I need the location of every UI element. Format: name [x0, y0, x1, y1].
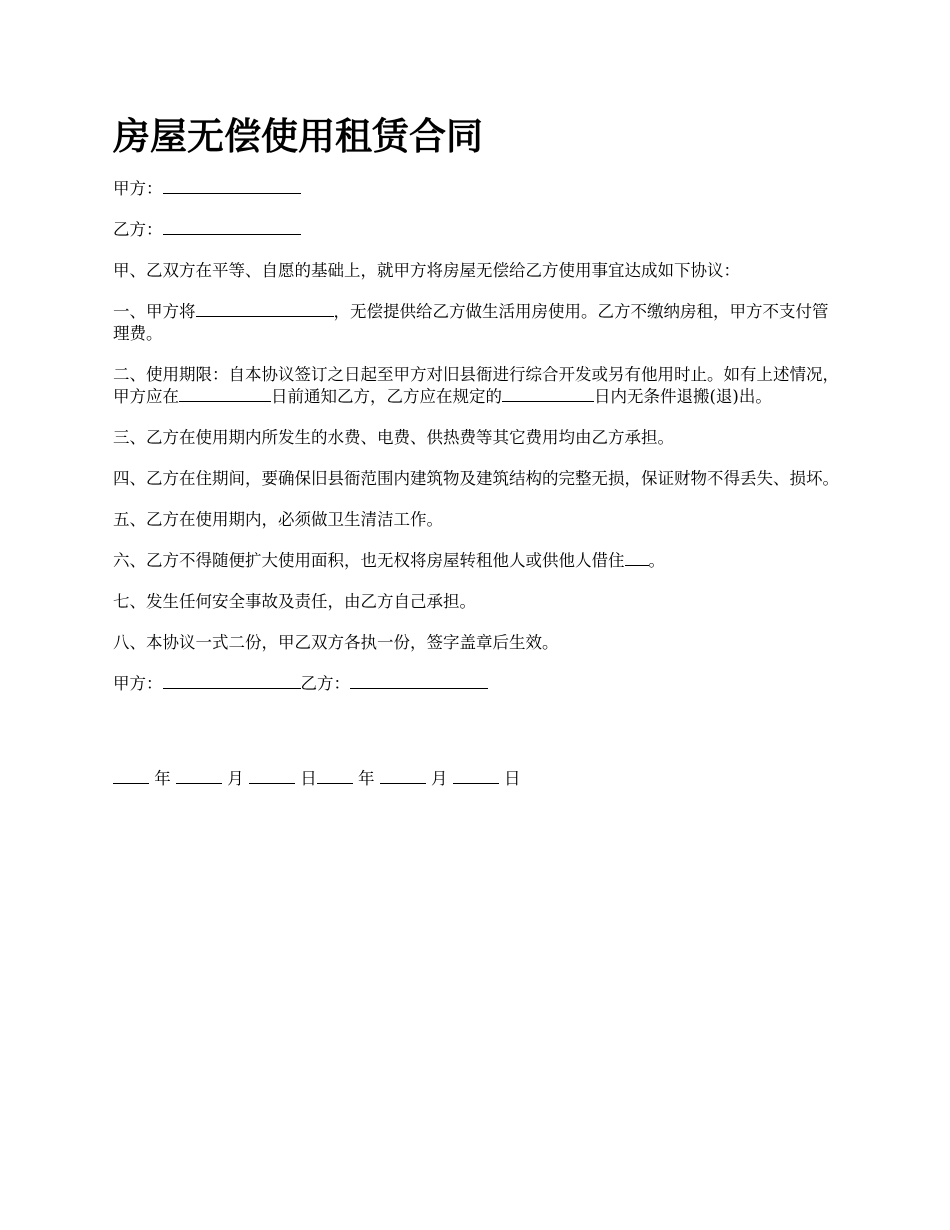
contract-page: [113, 110, 843, 809]
clause-1-text-b: ，无偿提供给乙方做生活用房使用。乙方不缴纳房租，甲方不支付管理费。: [113, 302, 829, 343]
clause-2-text-c: 日内无条件退搬(退)出。: [594, 387, 772, 406]
sign-party-a-blank: [163, 673, 301, 689]
date-b-day-blank: [453, 768, 499, 784]
property-blank: [196, 301, 334, 317]
clause-1: [113, 301, 843, 345]
date-b-year-label: 年: [358, 769, 375, 788]
party-a-blank: [163, 178, 301, 194]
date-a-day-blank: [249, 768, 295, 784]
party-b-blank: [163, 219, 301, 235]
date-a-month-blank: [176, 768, 222, 784]
date-a-year-label: 年: [154, 769, 171, 788]
party-a-label: 甲方：: [113, 179, 163, 198]
clause-6-text-a: 六、乙方不得随便扩大使用面积，也无权将房屋转租他人或供他人借住: [113, 551, 625, 570]
clause-2-text-a: 二、使用期限：自本协议签订之日起至甲方对旧县衙进行综合开发或另有他用时止。如有上述情况，甲方应在: [113, 365, 839, 406]
date-a-year-blank: [113, 768, 149, 784]
date-a-month-label: 月: [227, 769, 244, 788]
clause-7: 七、发生任何安全事故及责任，由乙方自己承担。: [113, 592, 476, 611]
clause-2-text-b: 日前通知乙方，乙方应在规定的: [271, 387, 502, 406]
sign-party-b-blank: [350, 673, 488, 689]
date-b-month-label: 月: [431, 769, 448, 788]
spacer: [113, 714, 843, 768]
sign-party-a-label: 甲方：: [113, 674, 163, 693]
clause-3: 三、乙方在使用期内所发生的水费、电费、供热费等其它费用均由乙方承担。: [113, 428, 674, 447]
clause-8: 八、本协议一式二份，甲乙双方各执一份，签字盖章后生效。: [113, 633, 559, 652]
date-b-month-blank: [380, 768, 426, 784]
notice-days-blank: [179, 386, 271, 402]
signature-line: [113, 673, 843, 695]
clause-5: 五、乙方在使用期内，必须做卫生清洁工作。: [113, 510, 443, 529]
date-line: [113, 768, 843, 790]
party-b-line: [113, 219, 843, 241]
clause-6-blank: [625, 550, 649, 566]
clause-4: 四、乙方在住期间，要确保旧县衙范围内建筑物及建筑结构的完整无损，保证财物不得丢失、损坏。: [113, 469, 839, 488]
party-a-line: [113, 178, 843, 200]
clause-2: [113, 364, 843, 408]
party-b-label: 乙方：: [113, 220, 163, 239]
clause-6: [113, 550, 843, 572]
clause-1-text-a: 一、甲方将: [113, 302, 196, 321]
page-title: 房屋无偿使用租赁合同: [113, 114, 483, 158]
date-a-day-label: 日: [300, 769, 317, 788]
clause-6-text-b: 。: [648, 551, 665, 570]
vacate-days-blank: [502, 386, 594, 402]
date-b-day-label: 日: [504, 769, 521, 788]
date-b-year-blank: [317, 768, 353, 784]
intro-paragraph: 甲、乙双方在平等、自愿的基础上，就甲方将房屋无偿给乙方使用事宜达成如下协议：: [113, 261, 740, 280]
sign-party-b-label: 乙方：: [300, 674, 350, 693]
